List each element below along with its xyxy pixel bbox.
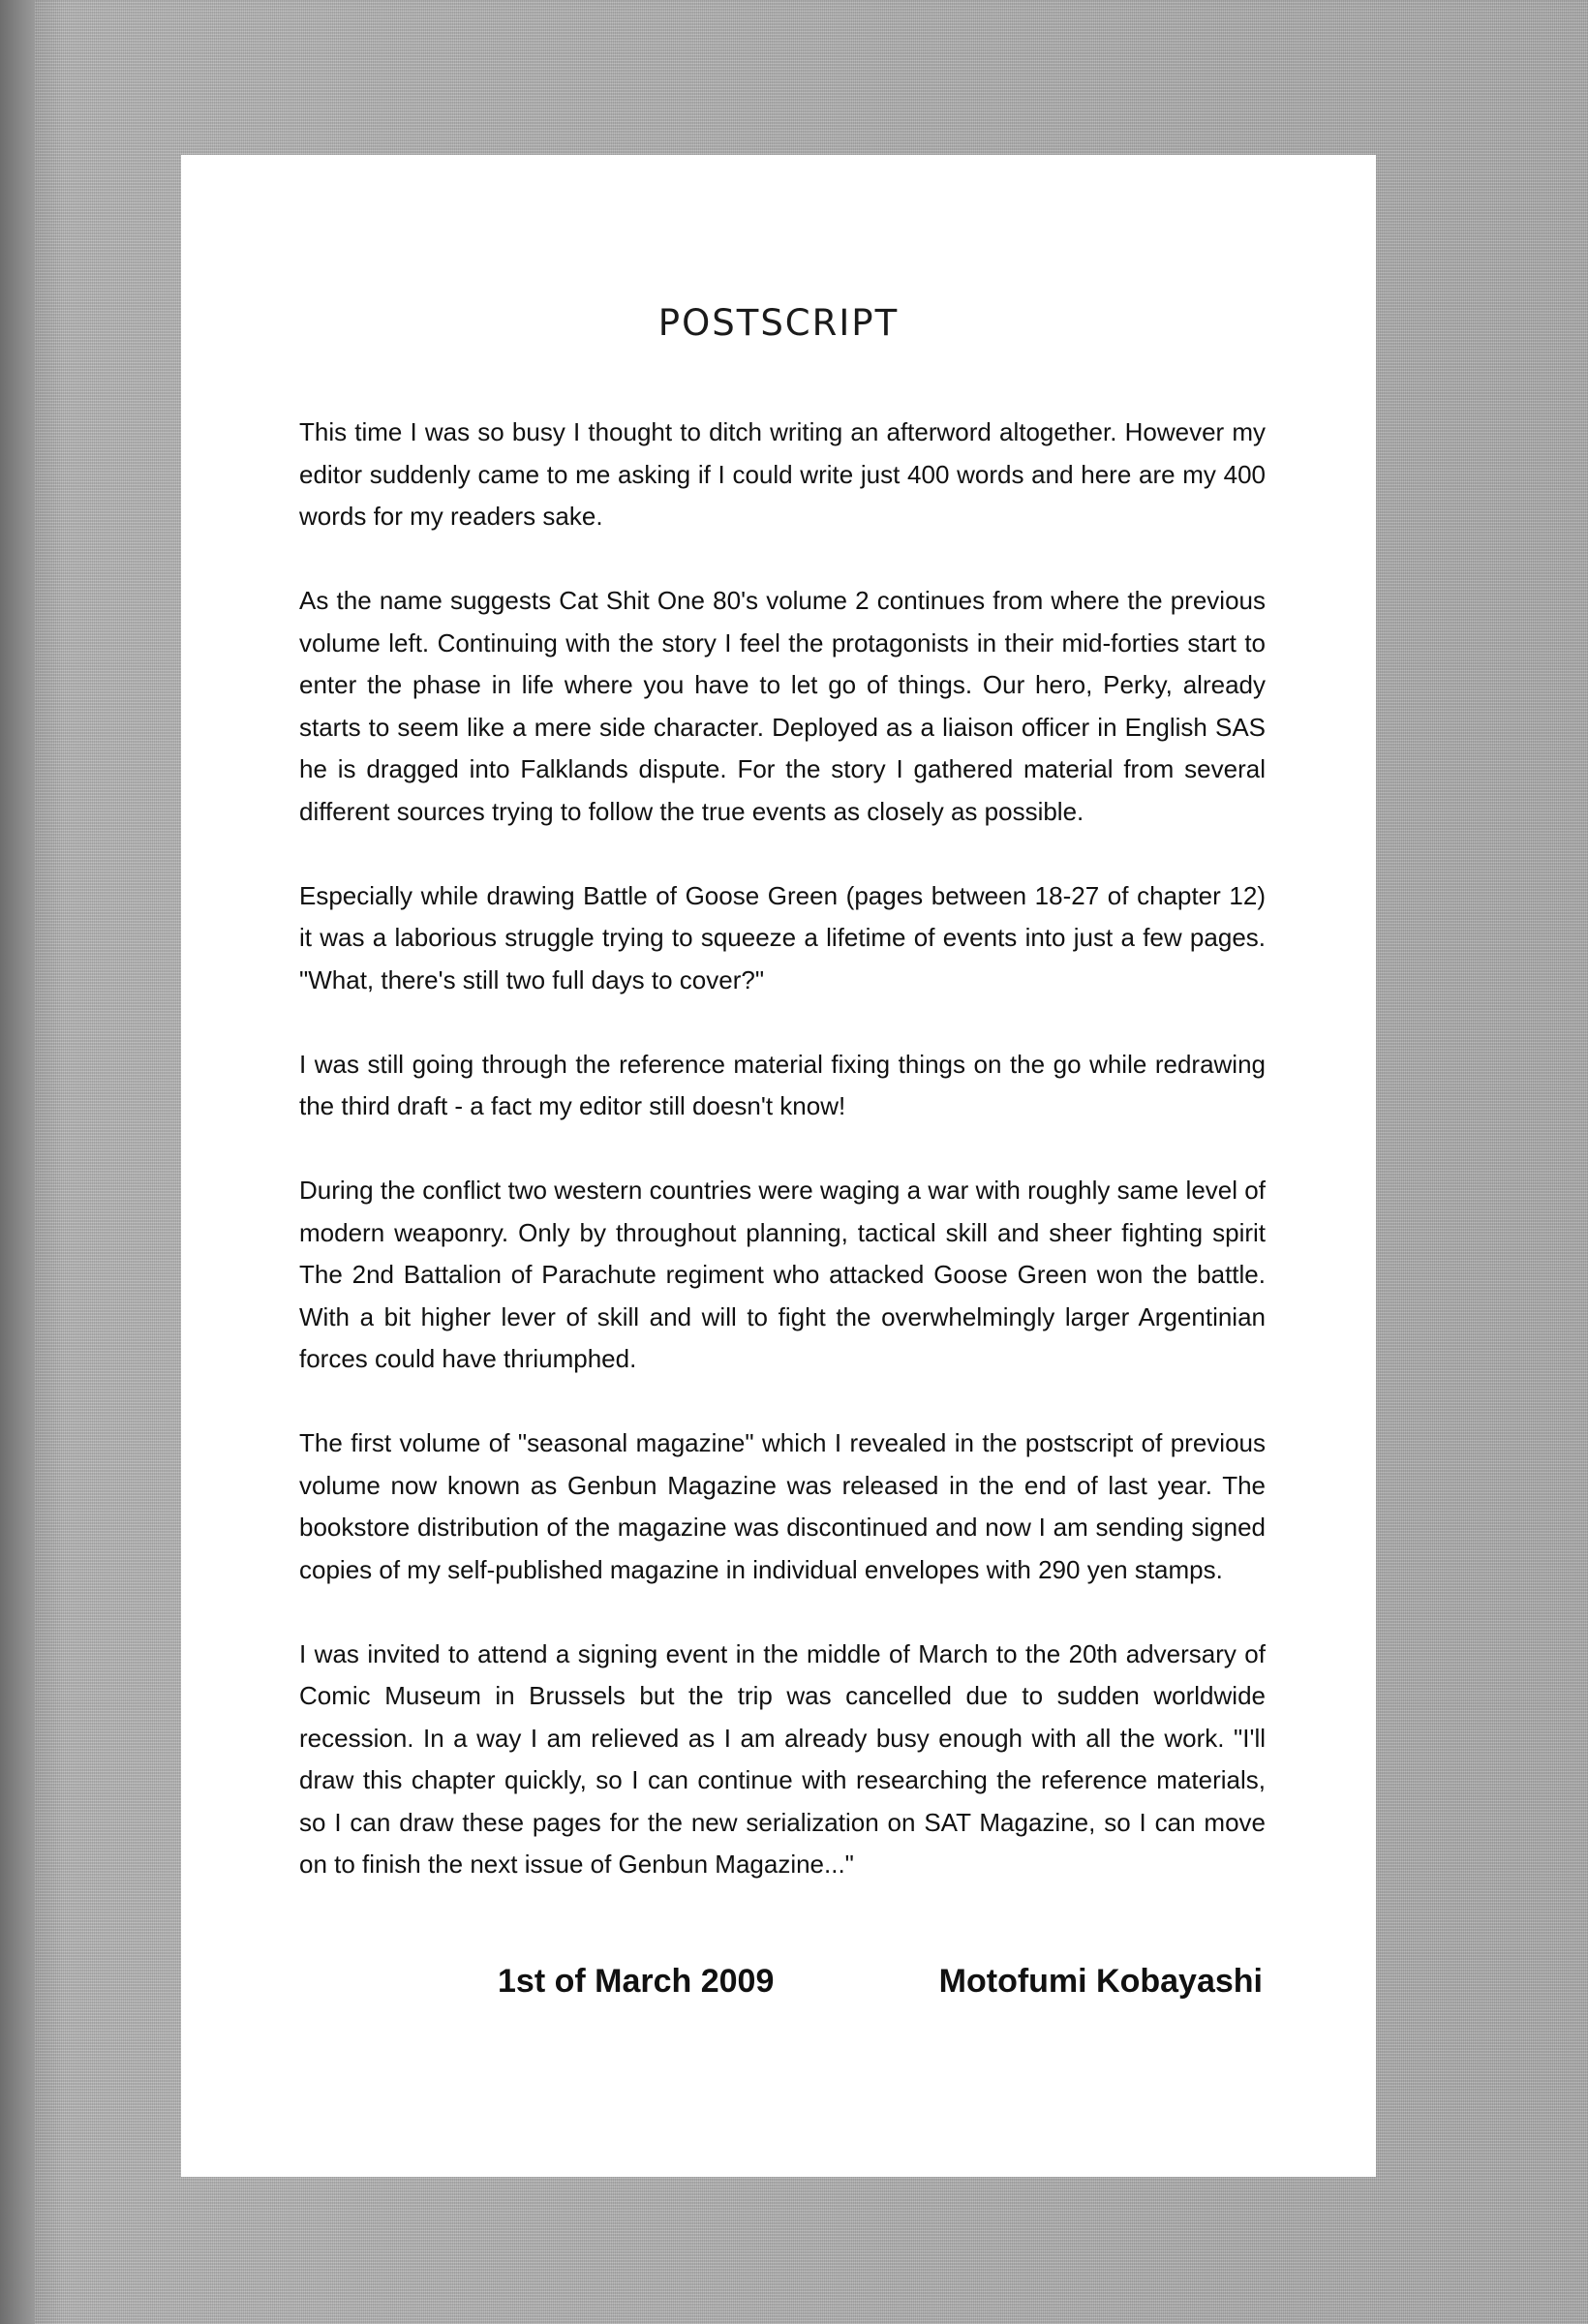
page-spine-shadow	[0, 0, 35, 2324]
paragraph: The first volume of "seasonal magazine" which I revealed in the postscript of previous volume now known as Genbun Magazine was released in the end of last year. The bookstore distribution of the magazine was discontinued and now I am sending signed copies of my self-published magazine in individual envelopes with 290 yen stamps.	[299, 1428, 1266, 1584]
paragraph: During the conflict two western countries were waging a war with roughly same level of modern weaponry. Only by throughout planning, tactical skill and sheer fighting spirit The 2nd Battalion of Parachute regiment who attacked Goose Green won the battle. With a bit higher lever of skill and will to fight the overwhelmingly larger Argentinian forces could have thriumphed.	[299, 1176, 1266, 1373]
paragraph: Especially while drawing Battle of Goose Green (pages between 18-27 of chapter 12) it was a laborious struggle trying to squeeze a lifetime of events into just a few pages. "What, there's still two full days to cover?"	[299, 880, 1266, 994]
postscript-body	[299, 412, 1266, 1928]
page-title: POSTSCRIPT	[657, 302, 900, 344]
paragraph: As the name suggests Cat Shit One 80's volume 2 continues from where the previous volume left. Continuing with the story I feel the protagonists in their mid-forties start to enter the phase in life where you have to let go of things. Our hero, Perky, already starts to seem like a mere side character. Deployed as a liaison officer in English SAS he is dragged into Falklands dispute. For the story I gathered material from several different sources trying to follow the true events as closely as possible.	[299, 586, 1266, 826]
author-name: Motofumi Kobayashi	[938, 1963, 1263, 2000]
signature-date: 1st of March 2009	[498, 1963, 775, 2000]
paragraph: I was invited to attend a signing event in the middle of March to the 20th adversary of Comic Museum in Brussels but the trip was cancelled due to sudden worldwide recession. In a way I am relieved as I am already busy enough with all the work. "I'll draw this chapter quickly, so I can continue with researching the reference materials, so I can draw these pages for the new serialization on SAT Magazine, so I can move on to finish the next issue of Genbun Magazine..."	[299, 1638, 1266, 1879]
paragraph: This time I was so busy I thought to ditch writing an afterword altogether. However my editor suddenly came to me asking if I could write just 400 words and here are my 400 words for my readers sake.	[299, 417, 1266, 531]
postscript-paper	[181, 155, 1376, 2177]
paragraph: I was still going through the reference material fixing things on the go while redrawing the third draft - a fact my editor still doesn't know!	[299, 1049, 1266, 1120]
